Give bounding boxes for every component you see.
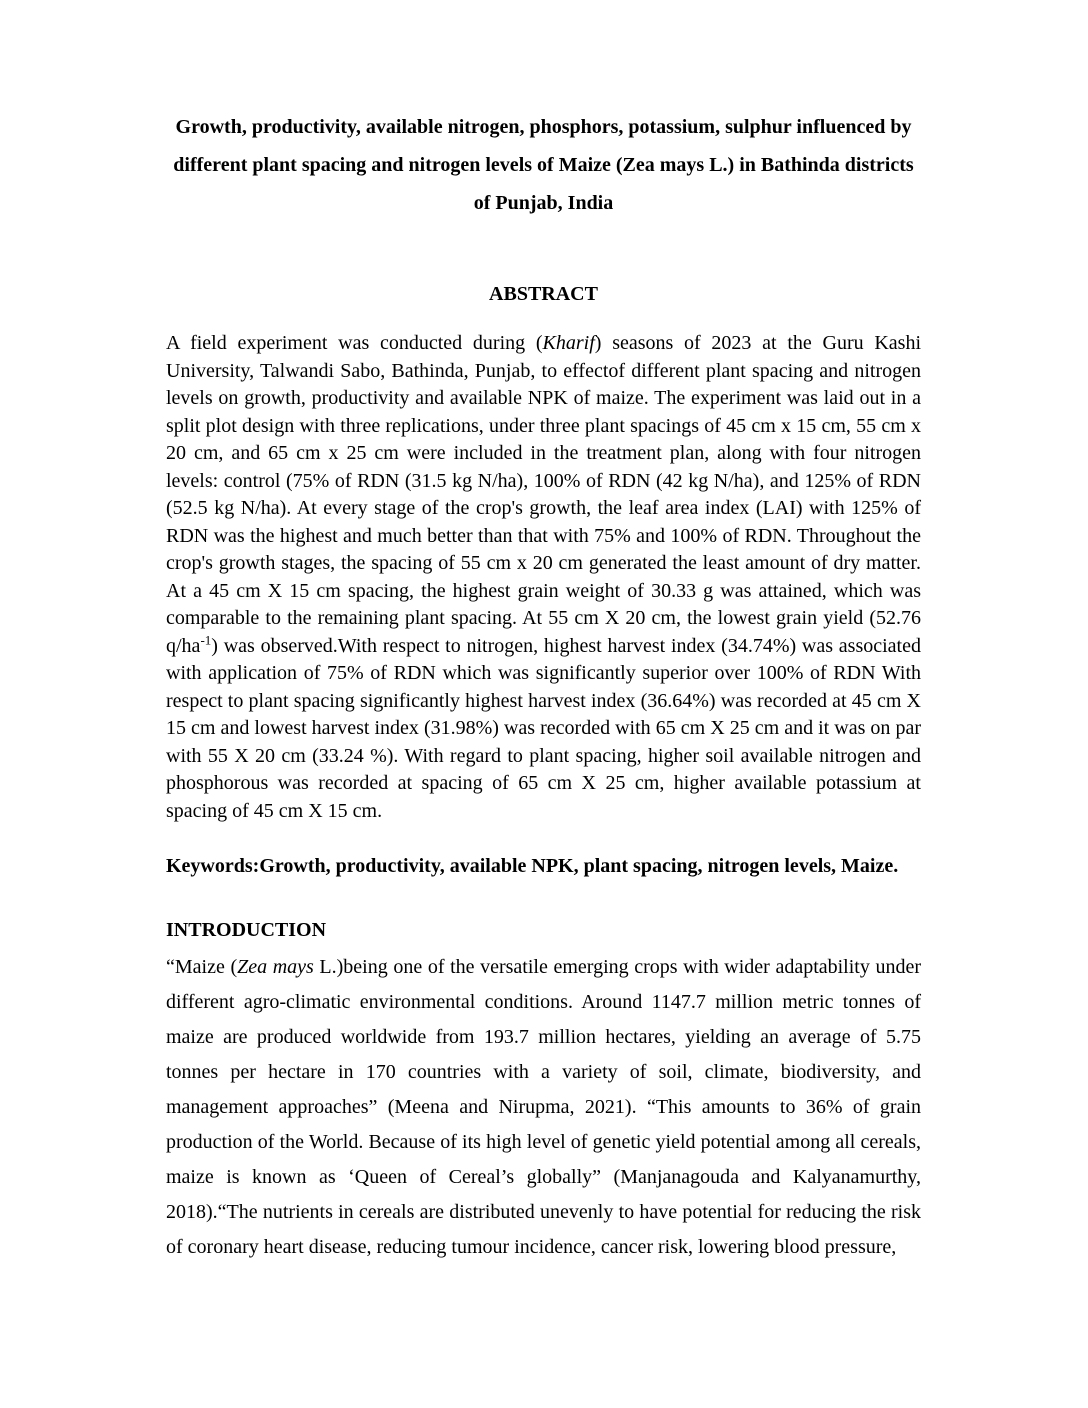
introduction-paragraph: “Maize (Zea mays L.)being one of the versatile emerging crops with wider adaptability under different agro-climatic environmental conditions. Around 1147.7 million metric tonnes of maize are produced worldwide from 193.7 million hectares, yielding an average of 5.75 tonnes per hectare in 170 countries with a variety of soil, climate, biodiversity, and management approaches” (Meena and Nirupma, 2021). “This amounts to 36% of grain production of the World. Because of its high level of genetic yield potential among all cereals, maize is known as ‘Queen of Cereal’s globally” (Manjanagouda and Kalyanamurthy, 2018).“The nutrients in cereals are distributed unevenly to have potential for reducing the risk of coronary heart disease, reducing tumour incidence, cancer risk, lowering blood pressure, bbox=[166, 956, 921, 1258]
keywords-line: Keywords:Growth, productivity, available NPK, plant spacing, nitrogen levels, Maize. bbox=[166, 855, 899, 877]
abstract-paragraph: A field experiment was conducted during (Kharif) seasons of 2023 at the Guru Kashi University, Talwandi Sabo, Bathinda, Punjab, to effectof different plant spacing and nitrogen levels on growth, productivity and available NPK of maize. The experiment was laid out in a split plot design with three replications, under three plant spacings of 45 cm x 15 cm, 55 cm x 20 cm, and 65 cm x 25 cm were included in the treatment plan, along with four nitrogen levels: control (75% of RDN (31.5 kg N/ha), 100% of RDN (42 kg N/ha), and 125% of RDN (52.5 kg N/ha). At every stage of the crop's growth, the leaf area index (LAI) with 125% of RDN was the highest and much better than that with 75% and 100% of RDN. Throughout the crop's growth stages, the spacing of 55 cm x 20 cm generated the least amount of dry matter. At a 45 cm X 15 cm spacing, the highest grain weight of 30.33 g was attained, which was comparable to the remaining plant spacing. At 55 cm X 20 cm, the lowest grain yield (52.76 $q/ha^{-1}$) was observed.With respect to nitrogen, highest harvest index (34.74%) was associated with application of 75% of RDN which was significantly superior over 100% of RDN With respect to plant spacing significantly highest harvest index (36.64%) was recorded at 45 cm X 15 cm and lowest harvest index (31.98%) was recorded with 65 cm X 25 cm and it was on par with 55 X 20 cm (33.24 %). With regard to plant spacing, higher soil available nitrogen and phosphorous was recorded at spacing of 65 cm X 25 cm, higher available potassium at spacing of 45 cm X 15 cm. bbox=[166, 332, 922, 822]
abstract-heading: ABSTRACT bbox=[489, 283, 598, 305]
page-title: Growth, productivity, available nitrogen, phosphors, potassium, sulphur influenced by different plant spacing and nitrogen levels of Maize (Zea mays L.) in Bathinda districts of Punjab, India bbox=[173, 116, 914, 214]
introduction-heading: INTRODUCTION bbox=[166, 919, 327, 941]
